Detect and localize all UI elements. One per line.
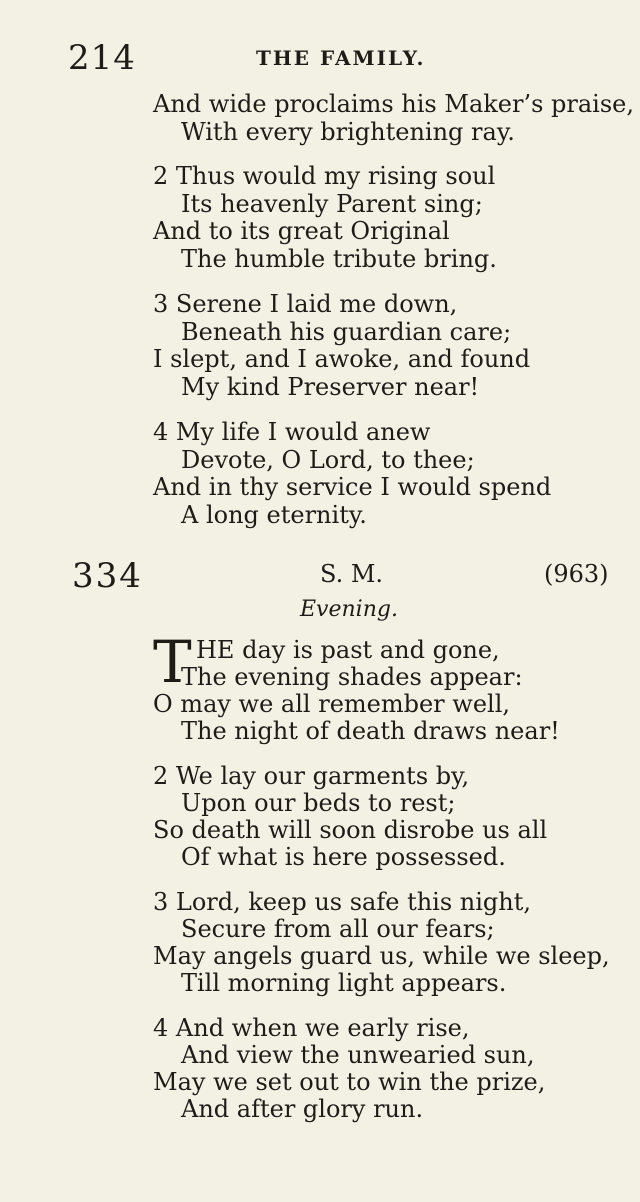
verse-line: Upon our beds to rest; [181,789,456,817]
verse-line: 2 We lay our garments by, [153,762,470,790]
verse-line: 2 Thus would my rising soul [153,162,496,190]
verse-line: So death will soon disrobe us all [153,816,548,844]
verse-line: Secure from all our fears; [181,915,495,943]
page-header [0,38,640,78]
verse-line: With every brightening ray. [181,118,515,146]
verse-line: A long eternity. [181,501,367,529]
verse-line: 3 Serene I laid me down, [153,290,458,318]
verse-line: And after glory run. [181,1095,424,1123]
hymn-title: Evening. [300,597,398,622]
verse-line: 4 And when we early rise, [153,1014,470,1042]
verse-line: I slept, and I awoke, and found [153,345,531,373]
hymn-meter: S. M. [320,560,384,588]
verse-line: O may we all remember well, [153,690,511,718]
verse-line: HE day is past and gone, [196,636,500,664]
hymn-number: 334 [72,556,143,596]
hymn-reference-number: (963) [544,560,609,588]
hymn-header [0,556,640,596]
verse-line: Of what is here possessed. [181,843,506,871]
verse-line: May angels guard us, while we sleep, [153,942,610,970]
verse-line: And view the unwearied sun, [181,1041,535,1069]
verse-line: The evening shades appear: [181,663,523,691]
verse-line: 4 My life I would anew [153,418,431,446]
verse-line: And to its great Original [153,217,450,245]
verse-line: Its heavenly Parent sing; [181,190,483,218]
verse-line: May we set out to win the prize, [153,1068,546,1096]
verse-line: My kind Preserver near! [181,373,480,401]
verse-line: Devote, O Lord, to thee; [181,446,475,474]
verse-line: And wide proclaims his Maker’s praise, [153,90,635,118]
verse-line: The night of death draws near! [181,717,560,745]
verse-line: Till morning light appears. [181,969,507,997]
verse-line: 3 Lord, keep us safe this night, [153,888,532,916]
running-head: THE FAMILY. [256,46,426,70]
drop-cap: T [153,628,192,696]
verse-line: And in thy service I would spend [153,473,552,501]
verse-line: Beneath his guardian care; [181,318,512,346]
page-number: 214 [68,38,136,78]
verse-line: The humble tribute bring. [181,245,497,273]
